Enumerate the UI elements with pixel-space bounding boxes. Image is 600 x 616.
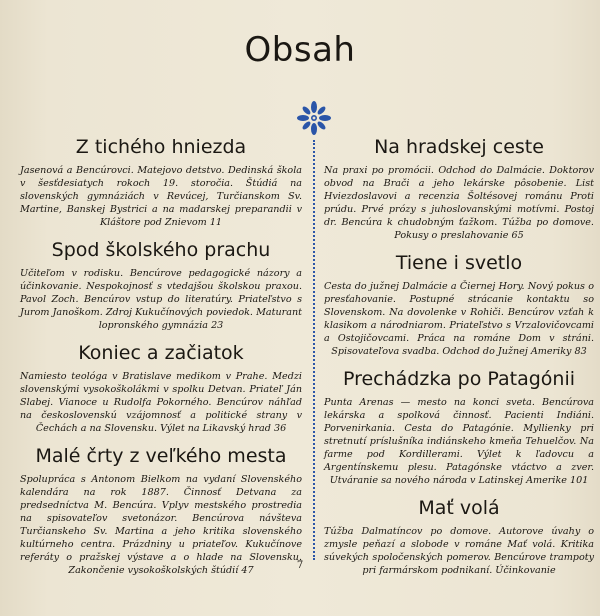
chapter-summary: Jasenová a Bencúrovci. Matejovo detstvo. Dedinská škola v šesťdesiatych rokoch 19. storočia. Štúdiá na slovenských gymnáziách v Revúcej, Turčianskom Sv. Martine, Banskej Bystrici a na madarskej preparandii v Kláštore pod Znievom 11 — [20, 165, 302, 228]
chapter-heading: Prechádzka po Patagónii — [342, 368, 576, 390]
chapter-heading: Mať volá — [418, 497, 500, 519]
page-number: 7 — [296, 560, 304, 571]
column-divider — [313, 140, 315, 560]
toc-entry[interactable] — [20, 239, 302, 332]
chapter-summary: Učiteľom v rodisku. Bencúrove pedagogické názory a účinkovanie. Nespokojnosť s vtedajšou školskou praxou. Pavol Zoch. Bencúrov vstup do literatúry. Priateľstvo s Jurom Janoškom. Zdroj Kukučínových poviedok. Maturant lopronského gymnázia 23 — [20, 268, 302, 331]
left-column — [20, 136, 302, 587]
toc-entry[interactable] — [324, 252, 594, 358]
toc-entry[interactable] — [324, 368, 594, 487]
page-title: Obsah — [244, 30, 356, 70]
toc-entry[interactable] — [20, 342, 302, 435]
chapter-summary: Spolupráca s Antonom Bielkom na vydaní Slovenského kalendára na rok 1887. Činnosť Detvana za predsedníctva M. Bencúra. Vplyv mestského prostredia na spisovateľov svetonázor. Bencúrova návšteva Turčianskeho Sv. Martina a jeho kritika slovenského kultúrneho centra. Prázdniny u priateľov. Kukučínove referáty o pražskej výstave a o hlade na Slovensku. Zakončenie vysokoškolských štúdií 47 — [20, 474, 302, 576]
chapter-summary: Na praxi po promócii. Odchod do Dalmácie. Doktorov obvod na Brači a jeho lekárske pôsobenie. List Hviezdoslavovi a recenzia Šoltésovej románu Proti prúdu. Prvé prózy s juhoslovanskými motívmi. Postoj dr. Bencúra k chudobným ťažkom. Túžba po domove. Pokusy o preslahovanie 65 — [324, 165, 594, 241]
chapter-summary: Túžba Dalmatíncov po domove. Autorove úvahy o zmysle peňazí a slobode v románe Mať volá. Kritika súvekých spoločenských pomerov. Bencúrove trampoty pri farmárskom podnikaní. Účinkovanie — [324, 526, 594, 576]
chapter-heading: Koniec a začiatok — [78, 342, 244, 364]
chapter-summary: Namiesto teológa v Bratislave medikom v Prahe. Medzi slovenskými vysokoškolákmi v spolku Detvan. Priateľ Ján Slabej. Vianoce u Rudolfa Pokorného. Bencúrov náhľad na československú vzájomnosť a politické strany v Čechách a na Slovensku. Výlet na Likavský hrad 36 — [20, 371, 302, 434]
chapter-heading: Malé črty z veľkého mesta — [35, 445, 287, 467]
right-column — [324, 136, 594, 587]
chapter-heading: Na hradskej ceste — [374, 136, 544, 158]
chapter-heading: Spod školského prachu — [51, 239, 271, 261]
toc-entry[interactable] — [20, 136, 302, 229]
snowflake-flower-icon — [296, 100, 332, 136]
chapter-heading: Tiene i svetlo — [395, 252, 523, 274]
chapter-summary: Cesta do južnej Dalmácie a Čiernej Hory. Nový pokus o presťahovanie. Postupné strácanie kontaktu so Slovenskom. Na dovolenke v Rohiči. Bencúrov vzťah k klasikom a národniarom. Priateľstvo s Vrzalovičovcami a Ostojičovcami. Práca na románe Dom v stráni. Spisovateľova svadba. Odchod do Južnej Ameriky 83 — [324, 281, 594, 357]
toc-entry[interactable] — [324, 136, 594, 242]
toc-entry[interactable] — [20, 445, 302, 577]
chapter-summary: Punta Arenas — mesto na konci sveta. Bencúrova lekárska a spolková činnosť. Pacienti Indiáni. Porvenirkania. Cesta do Patagónie. Myllienky pri stretnutí príslušníka indiánskeho kmeňa Tehuelčov. Na farme pod Kordillerami. Výlet k ľadovcu a Argentínskemu plesu. Patagónske vtáctvo a zver. Utváranie sa nového národa v Latinskej Amerike 101 — [324, 397, 594, 486]
chapter-heading: Z tichého hniezda — [75, 136, 247, 158]
